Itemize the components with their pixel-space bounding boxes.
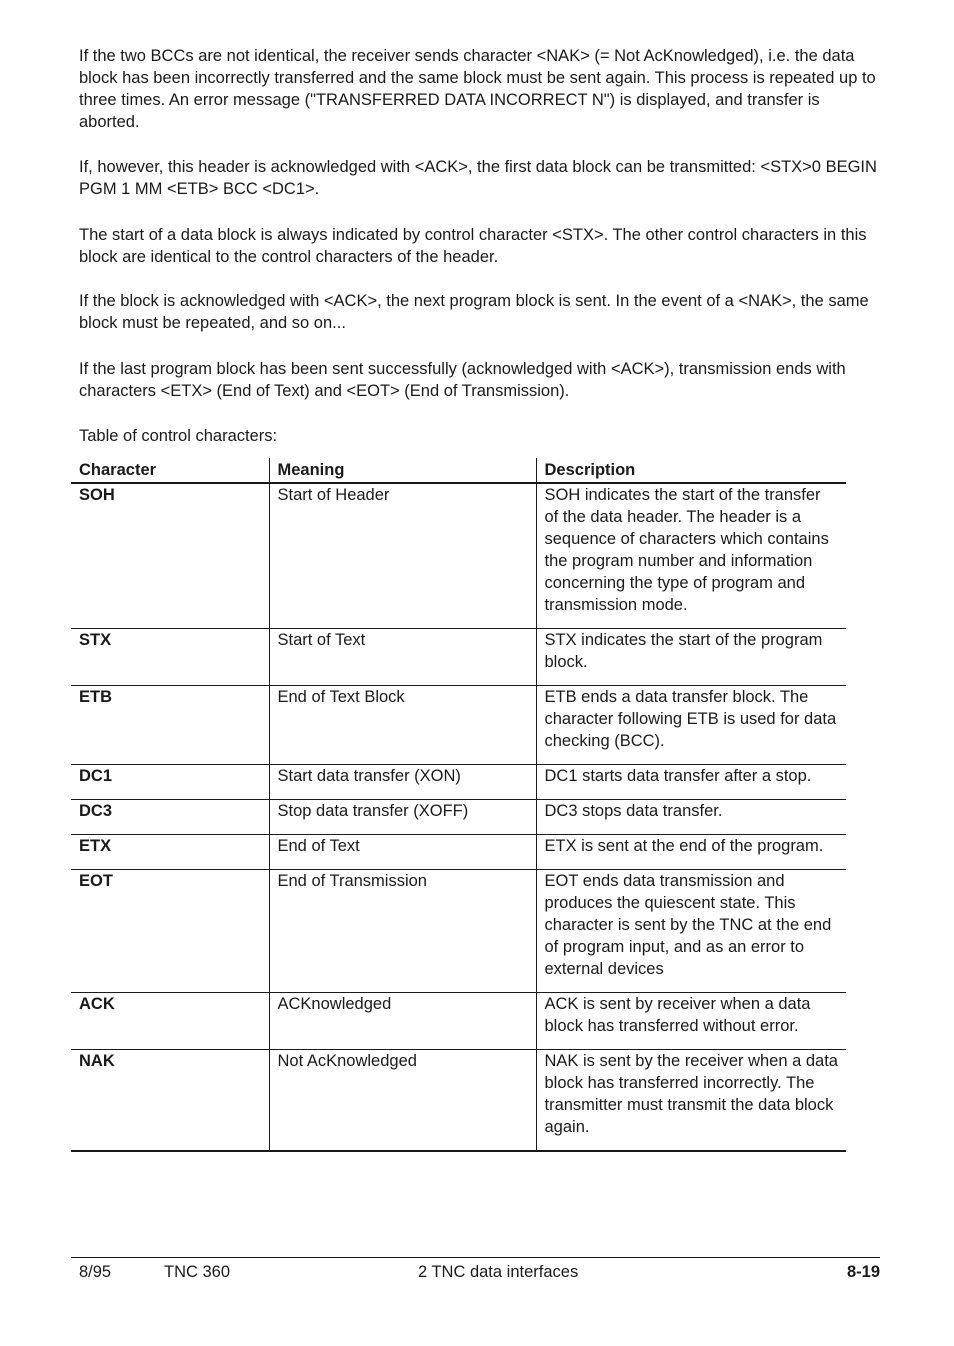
table-row xyxy=(71,686,846,765)
description-cell: DC1 starts data transfer after a stop. xyxy=(536,765,846,800)
column-header-meaning: Meaning xyxy=(269,458,536,483)
description-cell: NAK is sent by the receiver when a data block has transferred incorrectly. The transmitter must transmit the data block again. xyxy=(536,1050,846,1152)
description-cell: ETB ends a data transfer block. The character following ETB is used for data checking (BCC). xyxy=(536,686,846,765)
character-cell: DC1 xyxy=(71,765,269,800)
footer-product: TNC 360 xyxy=(164,1263,231,1281)
character-cell: ETX xyxy=(71,835,269,870)
character-cell: SOH xyxy=(79,486,115,504)
paragraph-header-ack: If, however, this header is acknowledged with <ACK>, the first data block can be transmitted: <STX>0 BEGIN PGM 1 MM <ETB> BCC <DC1>. xyxy=(79,158,877,198)
column-header-description: Description xyxy=(536,458,846,483)
meaning-cell: Not AcKnowledged xyxy=(269,1050,536,1152)
description-cell: ACK is sent by receiver when a data block has transferred without error. xyxy=(536,993,846,1050)
table-row xyxy=(71,765,846,800)
table-row xyxy=(71,629,846,686)
meaning-cell: End of Text Block xyxy=(269,686,536,765)
column-header-character: Character xyxy=(71,458,269,483)
table-header-row xyxy=(71,458,846,483)
table-row xyxy=(71,483,846,629)
paragraph-transmission-end: If the last program block has been sent successfully (acknowledged with <ACK>), transmission ends with characters <ETX> (End of Text) and <EOT> (End of Transmission). xyxy=(79,360,846,400)
table-row xyxy=(71,800,846,835)
footer-page-number: 8-19 xyxy=(846,1263,880,1281)
table-row xyxy=(71,993,846,1050)
table-row xyxy=(71,1050,846,1152)
character-cell: NAK xyxy=(71,1050,269,1152)
meaning-cell: Stop data transfer (XOFF) xyxy=(269,800,536,835)
character-cell: ACK xyxy=(71,993,269,1050)
description-cell: STX indicates the start of the program block. xyxy=(536,629,846,686)
character-cell: EOT xyxy=(71,870,269,993)
meaning-cell: End of Text xyxy=(269,835,536,870)
character-cell: ETB xyxy=(71,686,269,765)
meaning-cell: End of Transmission xyxy=(269,870,536,993)
meaning-cell: Start data transfer (XON) xyxy=(269,765,536,800)
description-cell: DC3 stops data transfer. xyxy=(536,800,846,835)
footer-date: 8/95 xyxy=(79,1263,112,1281)
paragraph-block-ack: If the block is acknowledged with <ACK>, the next program block is sent. In the event of a <NAK>, the same block must be repeated, and so on... xyxy=(79,292,869,332)
description-cell: EOT ends data transmission and produces the quiescent state. This character is sent by the TNC at the end of program input, and as an error to external devices xyxy=(536,870,846,993)
character-cell: DC3 xyxy=(71,800,269,835)
table-row xyxy=(71,835,846,870)
description-cell: SOH indicates the start of the transfer of the data header. The header is a sequence of characters which contains the program number and information concerning the type of program and transmission mode. xyxy=(536,483,846,629)
description-cell: ETX is sent at the end of the program. xyxy=(536,835,846,870)
meaning-cell: ACKnowledged xyxy=(269,993,536,1050)
control-characters-table xyxy=(71,458,846,1152)
paragraph-bcc-mismatch: If the two BCCs are not identical, the receiver sends character <NAK> (= Not AcKnowledged), i.e. the data block has been incorrectly transferred and the same block must be sent again. This process is repeated up to three times. An error message ("TRANSFERRED DATA INCORRECT N") is displayed, and transfer is aborted. xyxy=(79,47,876,131)
paragraph-block-start: The start of a data block is always indicated by control character <STX>. The other control characters in this block are identical to the control characters of the header. xyxy=(79,226,867,266)
meaning-cell: Start of Text xyxy=(269,629,536,686)
character-cell: STX xyxy=(71,629,269,686)
footer-divider xyxy=(71,1257,880,1258)
meaning-cell: Start of Header xyxy=(269,483,536,629)
table-row xyxy=(71,870,846,993)
footer-chapter: 2 TNC data interfaces xyxy=(418,1263,579,1281)
table-caption: Table of control characters: xyxy=(79,427,278,445)
